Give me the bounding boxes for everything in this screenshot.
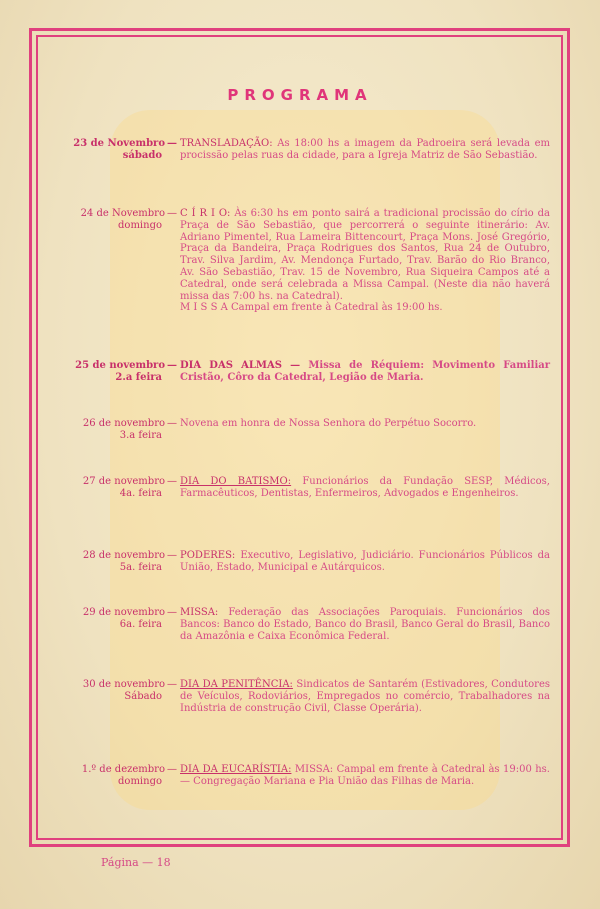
- entry-description: Novena em honra de Nossa Senhora do Perpétuo Socorro.: [180, 418, 477, 429]
- entry-day: 5a. feira: [119, 561, 162, 573]
- entry-date-block: [50, 138, 165, 162]
- page-title: PROGRAMA: [227, 86, 373, 104]
- entry-date: 27 de novembro: [82, 476, 165, 487]
- entry-dash: —: [167, 138, 177, 149]
- entry-text: [180, 138, 550, 162]
- entry-date: 26 de novembro: [82, 418, 165, 429]
- entry-dash: —: [167, 607, 177, 618]
- entry-label: TRANSLADAÇÃO:: [180, 138, 273, 149]
- entry-date: 28 de novembro: [82, 550, 165, 561]
- entry-text: [180, 607, 550, 642]
- entry-label: DIA DA EUCARÍSTIA:: [180, 764, 292, 775]
- entry-date-block: [50, 550, 165, 574]
- entry-extra: M I S S A Campal em frente à Catedral às 19:00 hs.: [180, 302, 443, 314]
- entry-date-block: [50, 764, 165, 788]
- entry-date: 24 de Novembro: [80, 208, 165, 219]
- entry-dash: —: [167, 550, 177, 561]
- entry-day: 3.a feira: [119, 429, 162, 441]
- entry-day: 6a. feira: [119, 618, 162, 630]
- entry-dash: —: [167, 208, 177, 219]
- entry-date-block: [50, 679, 165, 703]
- entry-label: DIA DA PENITÊNCIA:: [180, 679, 293, 690]
- entry-date-block: [50, 360, 165, 384]
- entry-label: C Í R I O:: [180, 208, 231, 219]
- entry-day: 4a. feira: [119, 487, 162, 499]
- entry-date-block: [50, 607, 165, 631]
- entry-text: [180, 550, 550, 574]
- entry-text: [180, 360, 550, 384]
- entry-label: MISSA:: [180, 607, 219, 618]
- entry-day: Sábado: [124, 690, 162, 702]
- entry-description: As 18:00 hs a imagem da Padroeira será levada em procissão pelas ruas da cidade, para a Igreja Matriz de São Sebastião.: [180, 138, 550, 161]
- entry-description: Federação das Associações Paroquiais. Funcionários dos Bancos: Banco do Estado, Banco do Brasil, Banco Geral do Brasil, Banco da Amazônia e Caixa Econômica Federal.: [180, 607, 551, 642]
- entry-day: domingo: [118, 219, 162, 231]
- entry-text: [180, 679, 550, 714]
- entry-date: 30 de novembro: [82, 679, 165, 690]
- entry-day: sábado: [122, 149, 162, 161]
- entry-dash: —: [167, 764, 177, 775]
- entry-text: [180, 764, 550, 788]
- entry-text: [180, 476, 550, 500]
- entry-day: 2.a feira: [115, 371, 162, 383]
- entry-dash: —: [167, 679, 177, 690]
- entry-description: Funcionários da Fundação SESP, Médicos, Farmacêuticos, Dentistas, Enfermeiros, Advogados e Engenheiros.: [180, 476, 550, 499]
- entry-description: Missa de Réquiem: Movimento Familiar Cristão, Côro da Catedral, Legião de Maria.: [180, 360, 551, 383]
- entry-dash: —: [167, 476, 177, 487]
- entry-date-block: [50, 418, 165, 442]
- entry-date-block: [50, 208, 165, 232]
- entry-date: 29 de novembro: [82, 607, 165, 618]
- entry-description: Sindicatos de Santarém (Estivadores, Condutores de Veículos, Rodoviários, Empregados no comércio, Trabalhadores na Indústria de construção Civil, Classe Operária).: [180, 679, 550, 714]
- entry-day: domingo: [118, 775, 162, 787]
- entry-description: Às 6:30 hs em ponto sairá a tradicional procissão do círio da Praça de São Sebastião, que percorrerá o seguinte itinerário: Av. Adriano Pimentel, Rua Lameira Bittencourt, Praça Mons. José Gregório, Praça da Bandeira, Praça Rodrigues dos Santos, Rua 24 de Outubro, Trav. Silva Jardim, Av. Mendonça Furtado, Trav. Barão do Rio Branco, Av. São Sebastião, Trav. 15 de Novembro, Rua Siqueira Campos até a Catedral, onde será celebrada a Missa Campal. (Neste dia não haverá missa das 7:00 hs. na Catedral).: [180, 208, 550, 302]
- page-number: Página — 18: [101, 856, 171, 869]
- entry-description: Executivo, Legislativo, Judiciário. Funcionários Públicos da União, Estado, Municipal e Autárquicos.: [180, 550, 550, 573]
- entry-label: DIA DO BATISMO:: [180, 476, 292, 487]
- entry-description: MISSA: Campal em frente à Catedral às 19:00 hs. — Congregação Mariana e Pia União das Filhas de Maria.: [180, 764, 550, 787]
- entry-date: 1.º de dezembro: [81, 764, 165, 775]
- entry-date: 23 de Novembro: [73, 138, 165, 149]
- entry-text: [180, 208, 550, 314]
- entry-label: PODERES:: [180, 550, 236, 561]
- entry-date: 25 de novembro: [75, 360, 165, 371]
- entry-text: [180, 418, 550, 430]
- entry-date-block: [50, 476, 165, 500]
- entry-dash: —: [167, 360, 177, 371]
- entry-label: DIA DAS ALMAS —: [180, 360, 301, 371]
- entry-dash: —: [167, 418, 177, 429]
